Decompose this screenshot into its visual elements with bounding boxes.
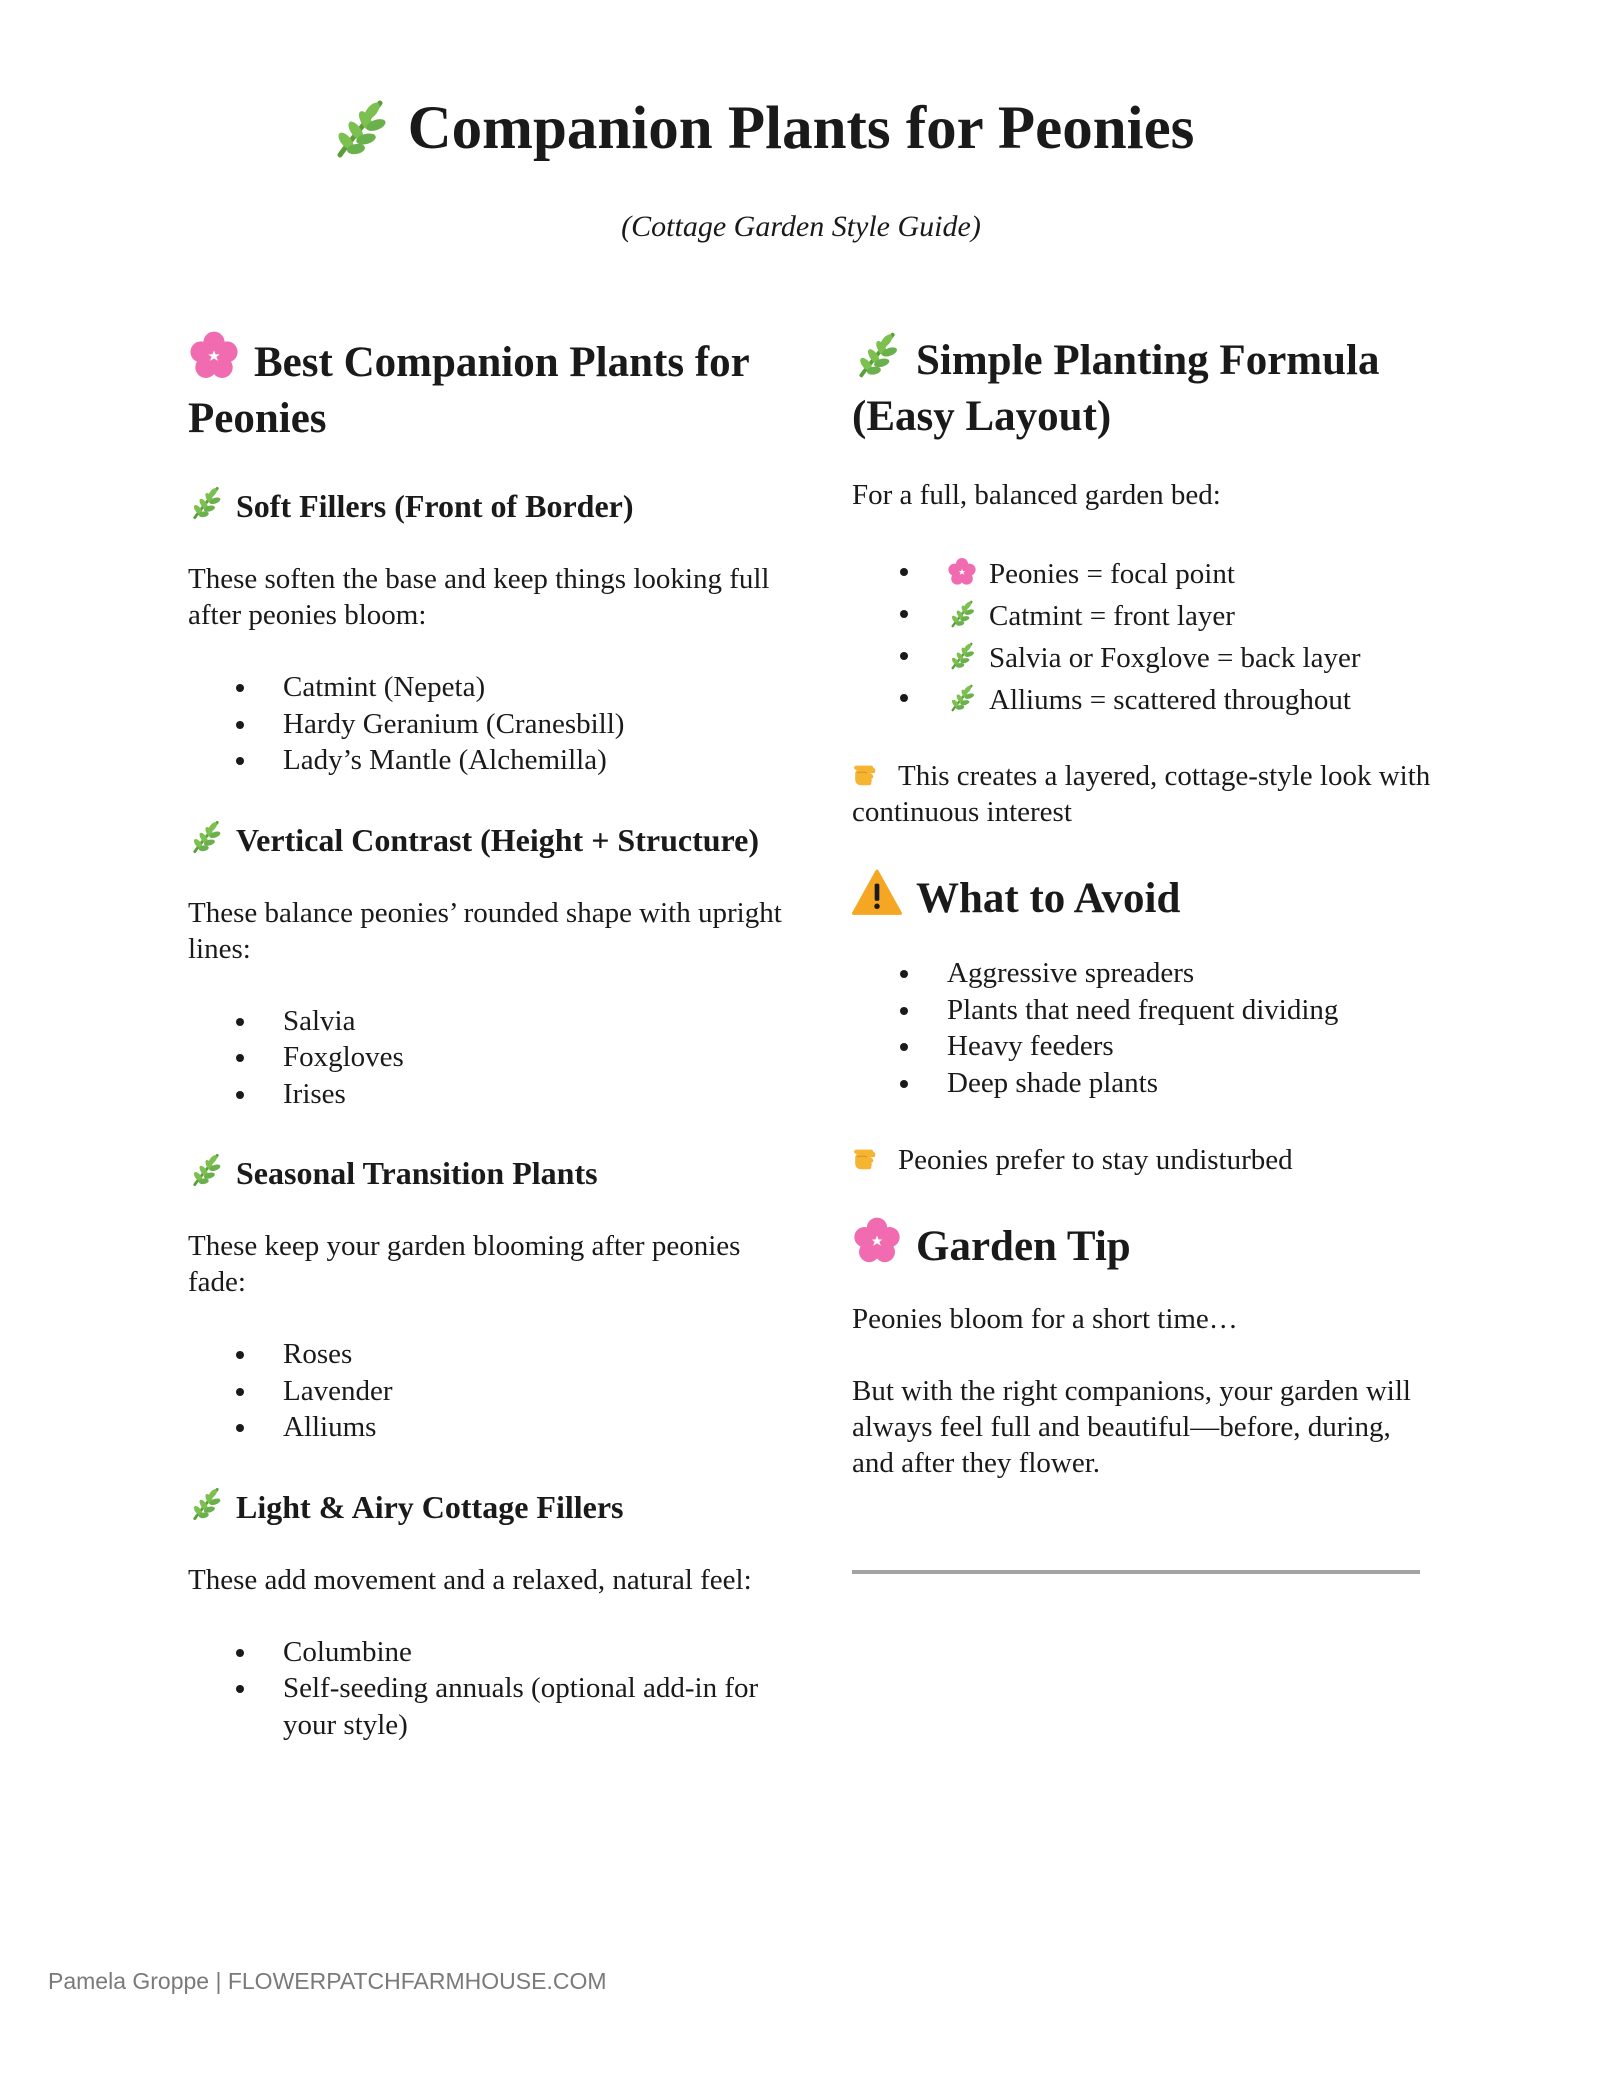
list-item — [852, 553, 1432, 595]
planting-formula-heading — [852, 330, 1432, 445]
airy-fillers-list — [188, 1634, 788, 1744]
what-to-avoid-heading — [852, 868, 1432, 927]
seasonal-transition-heading-text: Seasonal Transition Plants — [236, 1155, 598, 1191]
vertical-contrast-heading-text: Vertical Contrast (Height + Structure) — [236, 821, 760, 858]
airy-fillers-heading-text: Light & Airy Cottage Fillers — [236, 1488, 624, 1525]
list-item: Self-seeding annuals (optional add-in for your style) — [188, 1670, 788, 1743]
herb-icon — [188, 1486, 224, 1522]
list-item: Irises — [188, 1076, 788, 1113]
planting-formula-note — [852, 755, 1432, 830]
airy-fillers-heading — [188, 1486, 788, 1528]
pointing-hand-icon — [852, 1139, 886, 1173]
garden-tip-heading — [852, 1216, 1432, 1275]
list-item: Hardy Geranium (Cranesbill) — [188, 706, 788, 743]
document-title-text: Companion Plants for Peonies — [407, 95, 1195, 162]
herb-icon — [852, 330, 902, 380]
flower-icon — [947, 557, 977, 587]
what-to-avoid-list — [852, 955, 1432, 1101]
planting-formula-intro: For a full, balanced garden bed: — [852, 479, 1221, 511]
list-item: Columbine — [188, 1634, 788, 1671]
airy-fillers-intro: These add movement and a relaxed, natural feel: — [188, 1563, 752, 1596]
soft-fillers-intro: These soften the base and keep things looking full after peonies bloom: — [188, 563, 770, 631]
list-item: Plants that need frequent dividing — [852, 992, 1432, 1029]
garden-tip-paragraph-2: But with the right companions, your garden will always feel full and beautiful—before, during, and after they flower. — [852, 1375, 1411, 1479]
what-to-avoid-note — [852, 1139, 1432, 1178]
garden-tip-heading-text: Garden Tip — [916, 1223, 1131, 1270]
best-companions-heading-text: Best Companion Plants for Peonies — [188, 339, 749, 442]
warning-icon — [852, 868, 902, 918]
list-item-text: Catmint = front layer — [989, 600, 1235, 632]
garden-tip-paragraph-1: Peonies bloom for a short time… — [852, 1303, 1238, 1335]
document-title — [0, 92, 1602, 165]
list-item: Salvia — [188, 1003, 788, 1040]
herb-icon — [188, 1152, 224, 1188]
herb-icon — [188, 819, 224, 855]
herb-icon — [188, 485, 224, 521]
soft-fillers-heading-text: Soft Fillers (Front of Border) — [236, 488, 634, 524]
flower-icon — [188, 330, 240, 382]
planting-formula-heading-text: Simple Planting Formula (Easy Layout) — [852, 337, 1380, 440]
divider — [852, 1570, 1420, 1574]
planting-formula-list — [852, 553, 1432, 721]
list-item: Deep shade plants — [852, 1065, 1432, 1102]
left-column — [188, 330, 788, 1743]
list-item-text: Alliums = scattered throughout — [989, 684, 1351, 716]
herb-icon — [947, 641, 977, 671]
seasonal-transition-list — [188, 1336, 788, 1446]
planting-formula-note-text: This creates a layered, cottage-style look with continuous interest — [852, 760, 1431, 828]
soft-fillers-heading — [188, 485, 788, 527]
list-item: Roses — [188, 1336, 788, 1373]
list-item: Foxgloves — [188, 1039, 788, 1076]
list-item: Heavy feeders — [852, 1028, 1432, 1065]
document-subtitle: (Cottage Garden Style Guide) — [621, 210, 981, 243]
best-companions-heading — [188, 330, 788, 447]
list-item — [852, 637, 1432, 679]
soft-fillers-list — [188, 669, 788, 779]
list-item: Lavender — [188, 1373, 788, 1410]
pointing-hand-icon — [852, 755, 886, 789]
what-to-avoid-note-text: Peonies prefer to stay undisturbed — [898, 1144, 1293, 1176]
list-item: Catmint (Nepeta) — [188, 669, 788, 706]
flower-icon — [852, 1216, 902, 1266]
list-item: Lady’s Mantle (Alchemilla) — [188, 742, 788, 779]
seasonal-transition-intro: These keep your garden blooming after peonies fade: — [188, 1230, 741, 1298]
list-item-text: Peonies = focal point — [989, 558, 1235, 590]
herb-icon — [947, 683, 977, 713]
vertical-contrast-heading — [188, 819, 788, 861]
vertical-contrast-intro: These balance peonies’ rounded shape with upright lines: — [188, 896, 782, 965]
list-item — [852, 679, 1432, 721]
vertical-contrast-list — [188, 1003, 788, 1113]
list-item: Aggressive spreaders — [852, 955, 1432, 992]
list-item — [852, 595, 1432, 637]
right-column — [852, 330, 1432, 1481]
footer-credit: Pamela Groppe | FLOWERPATCHFARMHOUSE.COM — [48, 1968, 607, 1994]
herb-icon — [328, 97, 392, 161]
list-item-text: Salvia or Foxglove = back layer — [989, 642, 1361, 674]
seasonal-transition-heading — [188, 1152, 788, 1194]
herb-icon — [947, 599, 977, 629]
list-item: Alliums — [188, 1409, 788, 1446]
what-to-avoid-heading-text: What to Avoid — [916, 875, 1181, 922]
